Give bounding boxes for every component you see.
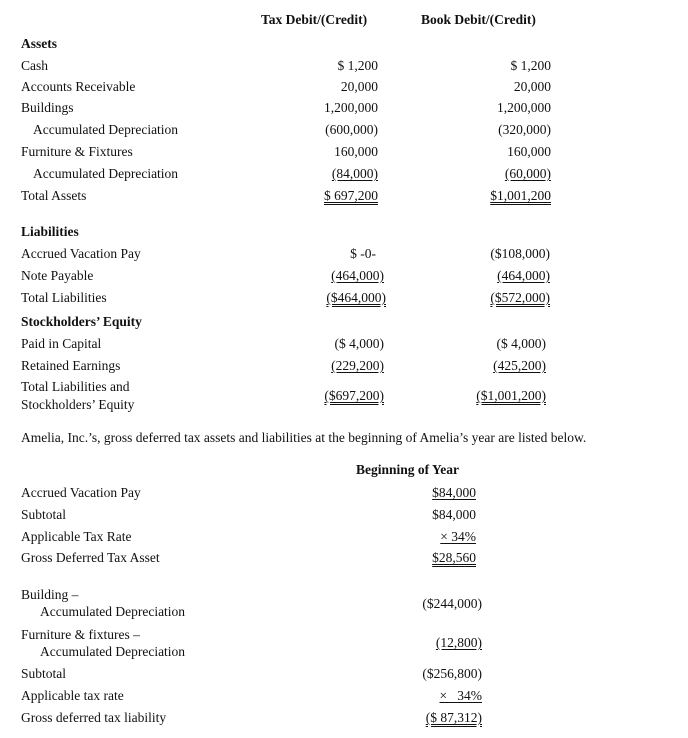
deferred-value: $84,000 [432, 485, 476, 500]
tax-value: 20,000 [340, 79, 378, 94]
deferred-value: × 34% [439, 688, 482, 703]
building-label-line1: Building – [21, 587, 79, 602]
tax-total: ($697,200) [324, 388, 384, 403]
deferred-total: $28,560 [432, 550, 476, 565]
row-label: Buildings [21, 100, 74, 115]
book-value: (320,000) [498, 122, 551, 137]
book-value: 20,000 [513, 79, 551, 94]
row-label: Total Liabilities [21, 290, 107, 305]
row-label: Furniture & Fixtures [21, 144, 133, 159]
tax-value: (464,000) [331, 268, 384, 283]
row-label: Subtotal [21, 507, 67, 522]
book-value: (464,000) [497, 268, 550, 283]
row-label: Accumulated Depreciation [33, 122, 179, 137]
total-le-label-line1: Total Liabilities and [21, 379, 130, 394]
book-total: $1,001,200 [490, 188, 551, 203]
book-value: (425,200) [493, 358, 546, 373]
book-value: ($108,000) [490, 246, 550, 261]
beginning-of-year-header: Beginning of Year [356, 462, 460, 477]
furniture-label-line2: Accumulated Depreciation [40, 644, 186, 659]
tax-value: 1,200,000 [324, 100, 378, 115]
row-label: Total Assets [21, 188, 87, 203]
tax-total: $ 697,200 [324, 188, 378, 203]
row-label: Subtotal [21, 666, 67, 681]
deferred-total: ($ 87,312) [425, 710, 482, 725]
book-value: 1,200,000 [497, 100, 551, 115]
row-label: Applicable Tax Rate [21, 529, 132, 544]
book-value: (60,000) [504, 166, 551, 181]
deferred-value: ($256,800) [422, 666, 482, 681]
furniture-label-line1: Furniture & fixtures – [21, 627, 140, 642]
row-label: Gross Deferred Tax Asset [21, 550, 160, 565]
tax-value: $ 1,200 [337, 58, 378, 73]
row-label: Accrued Vacation Pay [21, 485, 141, 500]
row-label: Accounts Receivable [21, 79, 136, 94]
tax-value: (600,000) [325, 122, 378, 137]
deferred-value: (12,800) [435, 635, 482, 650]
book-total: ($572,000) [490, 290, 550, 305]
total-le-label-line2: Stockholders’ Equity [21, 397, 135, 412]
row-label: Accumulated Depreciation [33, 166, 179, 181]
row-label: Retained Earnings [21, 358, 121, 373]
tax-value: ($ 4,000) [334, 336, 384, 351]
tax-column-header: Tax Debit/(Credit) [260, 12, 368, 27]
deferred-value: $84,000 [432, 507, 476, 522]
tax-value: (84,000) [331, 166, 378, 181]
deferred-value: ($244,000) [422, 596, 482, 611]
liabilities-heading: Liabilities [21, 224, 79, 239]
book-total: ($1,001,200) [476, 388, 546, 403]
building-label-line2: Accumulated Depreciation [40, 604, 186, 619]
assets-heading: Assets [21, 36, 57, 51]
tax-value: $ -0- [350, 246, 376, 261]
row-label: Paid in Capital [21, 336, 102, 351]
row-label: Gross deferred tax liability [21, 710, 167, 725]
book-value: ($ 4,000) [496, 336, 546, 351]
book-value: 160,000 [507, 144, 551, 159]
row-label: Note Payable [21, 268, 94, 283]
book-value: $ 1,200 [510, 58, 551, 73]
equity-heading: Stockholders’ Equity [21, 314, 142, 329]
book-column-header: Book Debit/(Credit) [421, 12, 536, 27]
row-label: Cash [21, 58, 48, 73]
row-label: Accrued Vacation Pay [21, 246, 141, 261]
deferred-value: × 34% [440, 529, 476, 544]
tax-value: (229,200) [331, 358, 384, 373]
intro-paragraph: Amelia, Inc.’s, gross deferred tax assets and liabilities at the beginning of Amelia’s year are listed below. [21, 430, 587, 445]
tax-total: ($464,000) [326, 290, 386, 305]
tax-value: 160,000 [334, 144, 378, 159]
row-label: Applicable tax rate [21, 688, 124, 703]
